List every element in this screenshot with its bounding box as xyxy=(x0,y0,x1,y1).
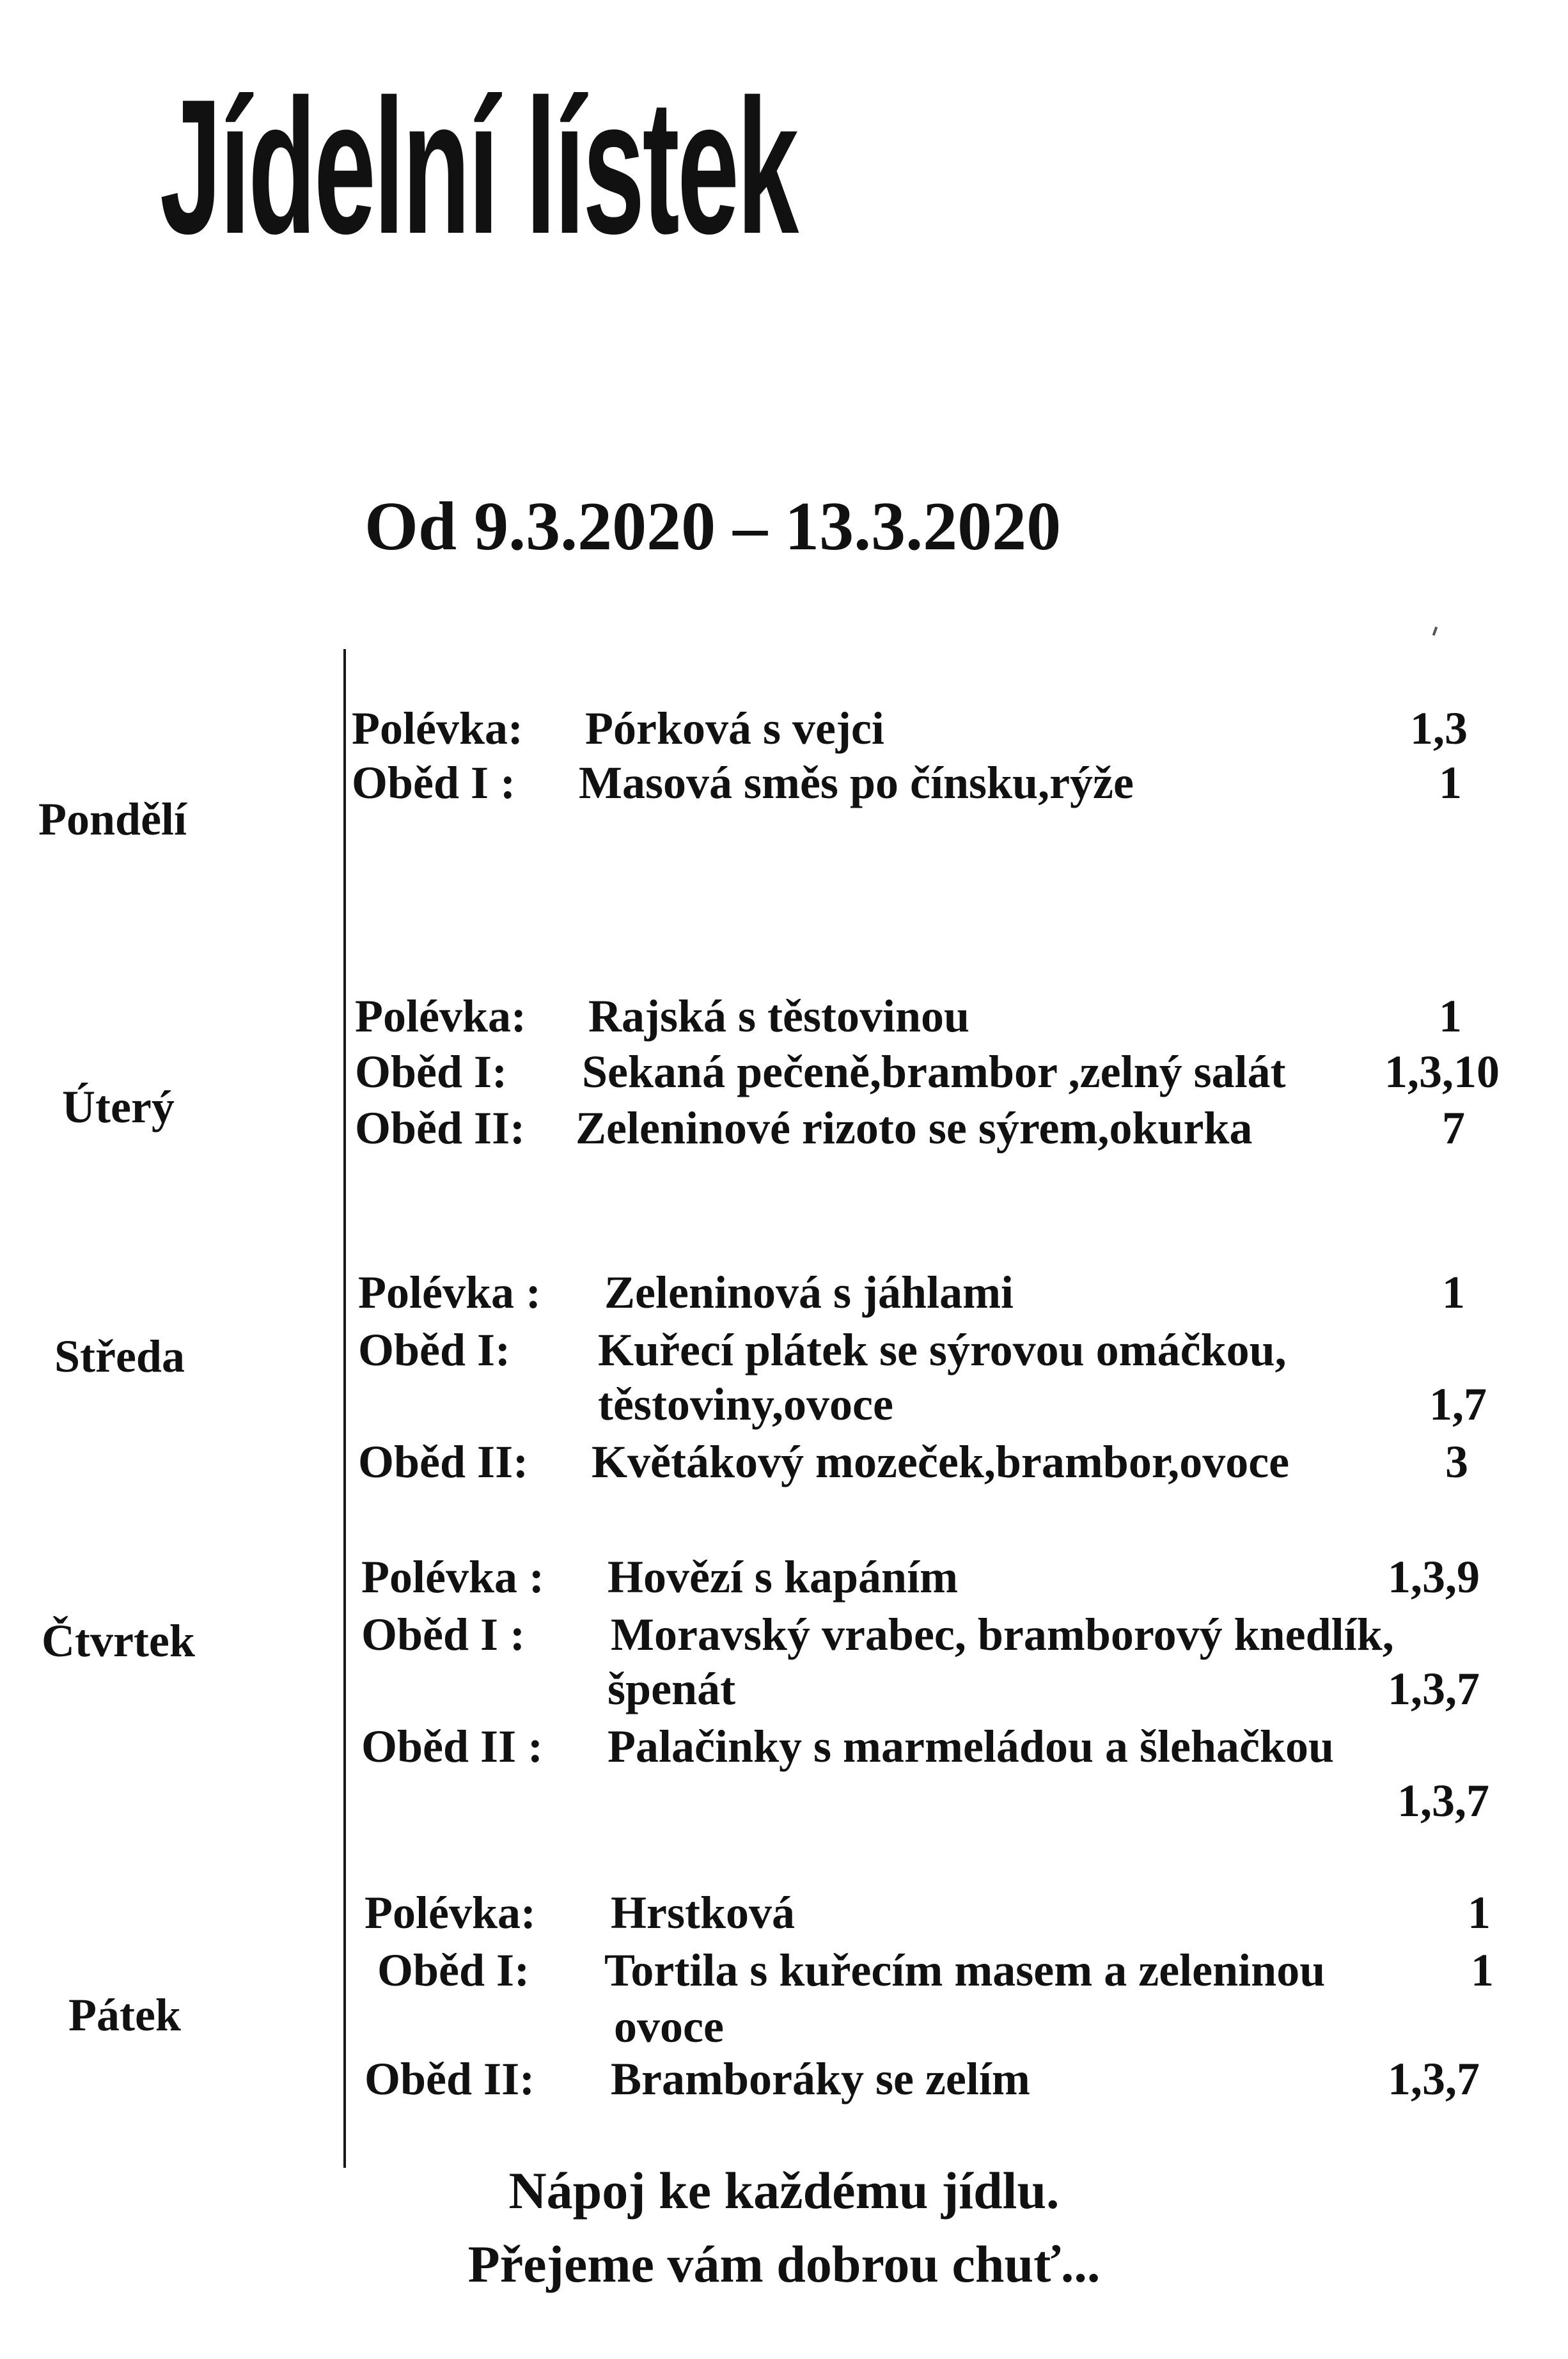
menu-dish: Moravský vrabec, bramborový knedlík, xyxy=(611,1609,1394,1660)
menu-dish: těstoviny,ovoce xyxy=(598,1379,893,1430)
menu-label: Oběd I : xyxy=(361,1609,526,1660)
date-range: Od 9.3.2020 – 13.3.2020 xyxy=(365,489,1062,565)
allergen-code: 3 xyxy=(1445,1436,1468,1487)
scan-mark xyxy=(1432,627,1438,636)
menu-dish: Tortila s kuřecím masem a zeleninou xyxy=(604,1945,1326,1996)
allergen-code: 1 xyxy=(1442,1267,1465,1318)
allergen-code: 1,3,7 xyxy=(1388,2053,1480,2104)
menu-dish: špenát xyxy=(608,1663,736,1714)
menu-dish: Bramboráky se zelím xyxy=(611,2053,1030,2104)
menu-label: Oběd I : xyxy=(352,757,516,808)
menu-label: Polévka : xyxy=(361,1551,544,1603)
allergen-code: 1,3,7 xyxy=(1388,1663,1480,1714)
allergen-code: 1,3,10 xyxy=(1384,1046,1500,1097)
allergen-code: 1,3,7 xyxy=(1397,1775,1489,1826)
menu-dish: Pórková s vejci xyxy=(585,703,884,754)
menu-dish: Masová směs po čínsku,rýže xyxy=(579,757,1134,808)
menu-label: Oběd I: xyxy=(355,1046,508,1097)
menu-label: Oběd II: xyxy=(358,1436,529,1487)
day-label: Pátek xyxy=(68,1989,181,2041)
allergen-code: 1 xyxy=(1439,991,1462,1042)
allergen-code: 1,3 xyxy=(1410,703,1468,754)
menu-label: Oběd II : xyxy=(361,1721,544,1772)
vertical-divider xyxy=(343,649,346,2168)
menu-label: Polévka: xyxy=(355,991,526,1042)
menu-label: Oběd I: xyxy=(377,1945,530,1996)
menu-dish: Zeleninové rizoto se sýrem,okurka xyxy=(576,1102,1253,1154)
menu-dish: Kuřecí plátek se sýrovou omáčkou, xyxy=(598,1324,1287,1375)
day-label: Úterý xyxy=(62,1081,175,1132)
menu-label: Oběd II: xyxy=(355,1102,526,1154)
menu-dish: Rajská s těstovinou xyxy=(588,991,970,1042)
footer-note: Nápoj ke každému jídlu. xyxy=(508,2161,1060,2220)
menu-dish: Zeleninová s jáhlami xyxy=(604,1267,1014,1318)
menu-label: Polévka: xyxy=(352,703,523,754)
allergen-code: 1 xyxy=(1471,1945,1494,1996)
menu-dish: Květákový mozeček,brambor,ovoce xyxy=(592,1436,1290,1487)
day-label: Středa xyxy=(54,1331,185,1382)
allergen-code: 1,3,9 xyxy=(1388,1551,1480,1603)
allergen-code: 1 xyxy=(1439,757,1462,808)
menu-dish: Palačinky s marmeládou a šlehačkou xyxy=(608,1721,1335,1772)
allergen-code: 1 xyxy=(1468,1887,1491,1938)
day-label: Čtvrtek xyxy=(42,1615,195,1666)
footer-greeting: Přejeme vám dobrou chuť... xyxy=(467,2235,1101,2293)
day-label: Pondělí xyxy=(38,794,187,845)
allergen-code: 1,7 xyxy=(1429,1379,1487,1430)
menu-label: Polévka : xyxy=(358,1267,541,1318)
menu-dish: ovoce xyxy=(614,2001,724,2052)
menu-dish: Hrstková xyxy=(611,1887,795,1938)
page-title: Jídelní lístek xyxy=(160,59,797,274)
allergen-code: 7 xyxy=(1442,1102,1465,1154)
menu-label: Polévka: xyxy=(365,1887,536,1938)
menu-label: Oběd I: xyxy=(358,1324,511,1375)
menu-dish: Sekaná pečeně,brambor ,zelný salát xyxy=(582,1046,1286,1097)
menu-dish: Hovězí s kapáním xyxy=(608,1551,959,1603)
menu-label: Oběd II: xyxy=(365,2053,535,2104)
